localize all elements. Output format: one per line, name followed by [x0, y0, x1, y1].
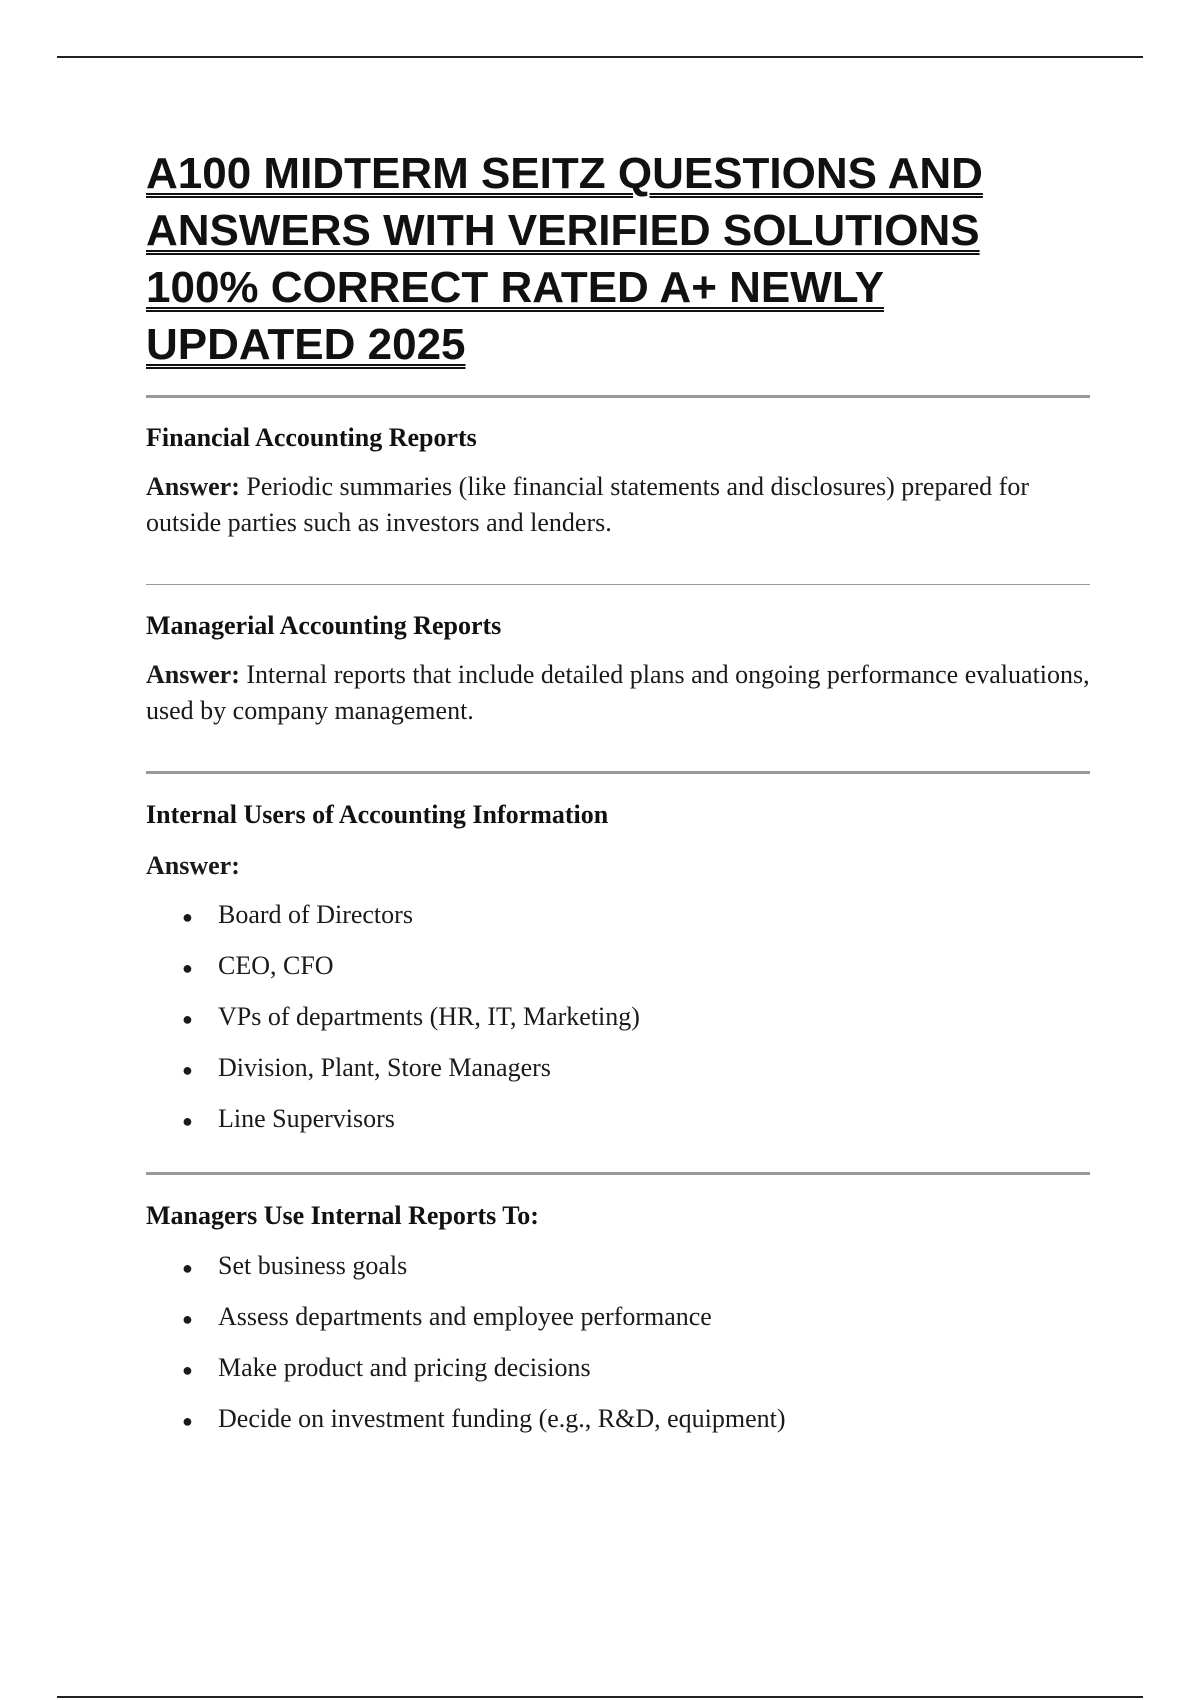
bullet-dot-icon: ● — [182, 1111, 193, 1131]
list-item-text: Assess departments and employee performance — [218, 1302, 712, 1331]
section-heading-internal-users: Internal Users of Accounting Information — [146, 800, 609, 829]
list-item — [146, 1300, 1090, 1334]
section-heading-managerial-reports: Managerial Accounting Reports — [146, 611, 502, 640]
section-heading-managers-use-reports: Managers Use Internal Reports To: — [146, 1201, 539, 1230]
internal-users-list — [146, 898, 1090, 1136]
list-item — [146, 1402, 1090, 1436]
answer-label: Answer: — [146, 851, 240, 880]
page-bottom-rule — [57, 1696, 1143, 1698]
section-divider — [146, 1172, 1090, 1175]
bullet-dot-icon: ● — [182, 1360, 193, 1380]
section-divider — [146, 771, 1090, 774]
answer-internal-users — [146, 848, 1090, 884]
section-divider — [146, 584, 1090, 585]
list-item-text: Line Supervisors — [218, 1104, 395, 1133]
list-item — [146, 1351, 1090, 1385]
list-item-text: CEO, CFO — [218, 951, 334, 980]
list-item — [146, 898, 1090, 932]
list-item-text: Set business goals — [218, 1251, 408, 1280]
bullet-dot-icon: ● — [182, 1411, 193, 1431]
bullet-dot-icon: ● — [182, 1009, 193, 1029]
document-title — [146, 145, 1090, 373]
managers-use-list — [146, 1249, 1090, 1436]
answer-text: Periodic summaries (like financial statements and disclosures) prepared for outside parties such as investors and lenders. — [146, 472, 1030, 537]
document-body — [146, 145, 1090, 1436]
list-item — [146, 1051, 1090, 1085]
bullet-dot-icon: ● — [182, 1309, 193, 1329]
list-item-text: Division, Plant, Store Managers — [218, 1053, 551, 1082]
list-item-text: Make product and pricing decisions — [218, 1353, 591, 1382]
bullet-dot-icon: ● — [182, 1258, 193, 1278]
list-item — [146, 1000, 1090, 1034]
section-heading-financial-reports: Financial Accounting Reports — [146, 423, 477, 452]
answer-label: Answer: — [146, 472, 240, 501]
bullet-dot-icon: ● — [182, 1060, 193, 1080]
bullet-dot-icon: ● — [182, 958, 193, 978]
answer-financial-reports — [146, 469, 1090, 541]
section-divider — [146, 395, 1090, 398]
answer-managerial-reports — [146, 657, 1090, 729]
list-item-text: Board of Directors — [218, 900, 413, 929]
list-item — [146, 1102, 1090, 1136]
list-item-text: Decide on investment funding (e.g., R&D, equipment) — [218, 1404, 786, 1433]
document-title-text: A100 MIDTERM SEITZ QUESTIONS AND ANSWERS WITH VERIFIED SOLUTIONS 100% CORRECT RATED A+ NEWLY UPDATED 2025 — [146, 149, 983, 369]
list-item-text: VPs of departments (HR, IT, Marketing) — [218, 1002, 640, 1031]
list-item — [146, 1249, 1090, 1283]
list-item — [146, 949, 1090, 983]
answer-text: Internal reports that include detailed plans and ongoing performance evaluations, used by company management. — [146, 660, 1090, 725]
answer-label: Answer: — [146, 660, 240, 689]
page-top-rule — [57, 56, 1143, 58]
bullet-dot-icon: ● — [182, 907, 193, 927]
